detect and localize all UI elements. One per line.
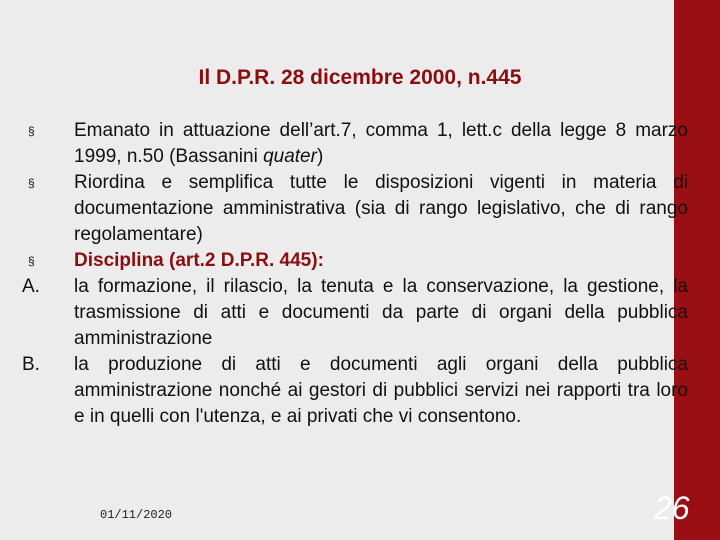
bullet-marker: § <box>28 176 35 190</box>
list-item <box>22 248 688 274</box>
bullet-list <box>22 118 688 430</box>
bullet-marker: § <box>28 254 35 268</box>
list-item <box>22 274 688 352</box>
list-item-text: la formazione, il rilascio, la tenuta e la conservazione, la gestione, la trasmissione di atti e documenti da parte di organi della pubblica amministrazione <box>74 276 688 349</box>
list-item <box>22 118 688 170</box>
bullet-marker: § <box>28 124 35 138</box>
slide-title: Il D.P.R. 28 dicembre 2000, n.445 <box>198 66 522 89</box>
text-segment: Emanato in attuazione dell’art.7, comma 1, lett.c della legge 8 marzo 1999, n.50 (Bassanini <box>74 120 688 167</box>
list-item-text <box>74 118 688 170</box>
text-italic: quater <box>263 146 317 167</box>
list-item <box>22 352 688 430</box>
list-item-text: la produzione di atti e documenti agli organi della pubblica amministrazione nonché ai gestori di pubblici servizi nei rapporti tra loro e in quelli con l'utenza, e ai privati che vi consentono. <box>74 354 688 427</box>
list-item <box>22 170 688 248</box>
list-item-text: Riordina e semplifica tutte le disposizioni vigenti in materia di documentazione amministrativa (sia di rango legislativo, che di rango regolamentare) <box>74 172 688 245</box>
list-letter-marker: B. <box>22 354 40 375</box>
footer-date: 01/11/2020 <box>100 508 173 522</box>
text-segment: ) <box>316 146 324 167</box>
list-letter-marker: A. <box>22 276 40 297</box>
list-item-text: Disciplina (art.2 D.P.R. 445): <box>74 250 324 271</box>
page-number: 26 <box>654 490 690 526</box>
